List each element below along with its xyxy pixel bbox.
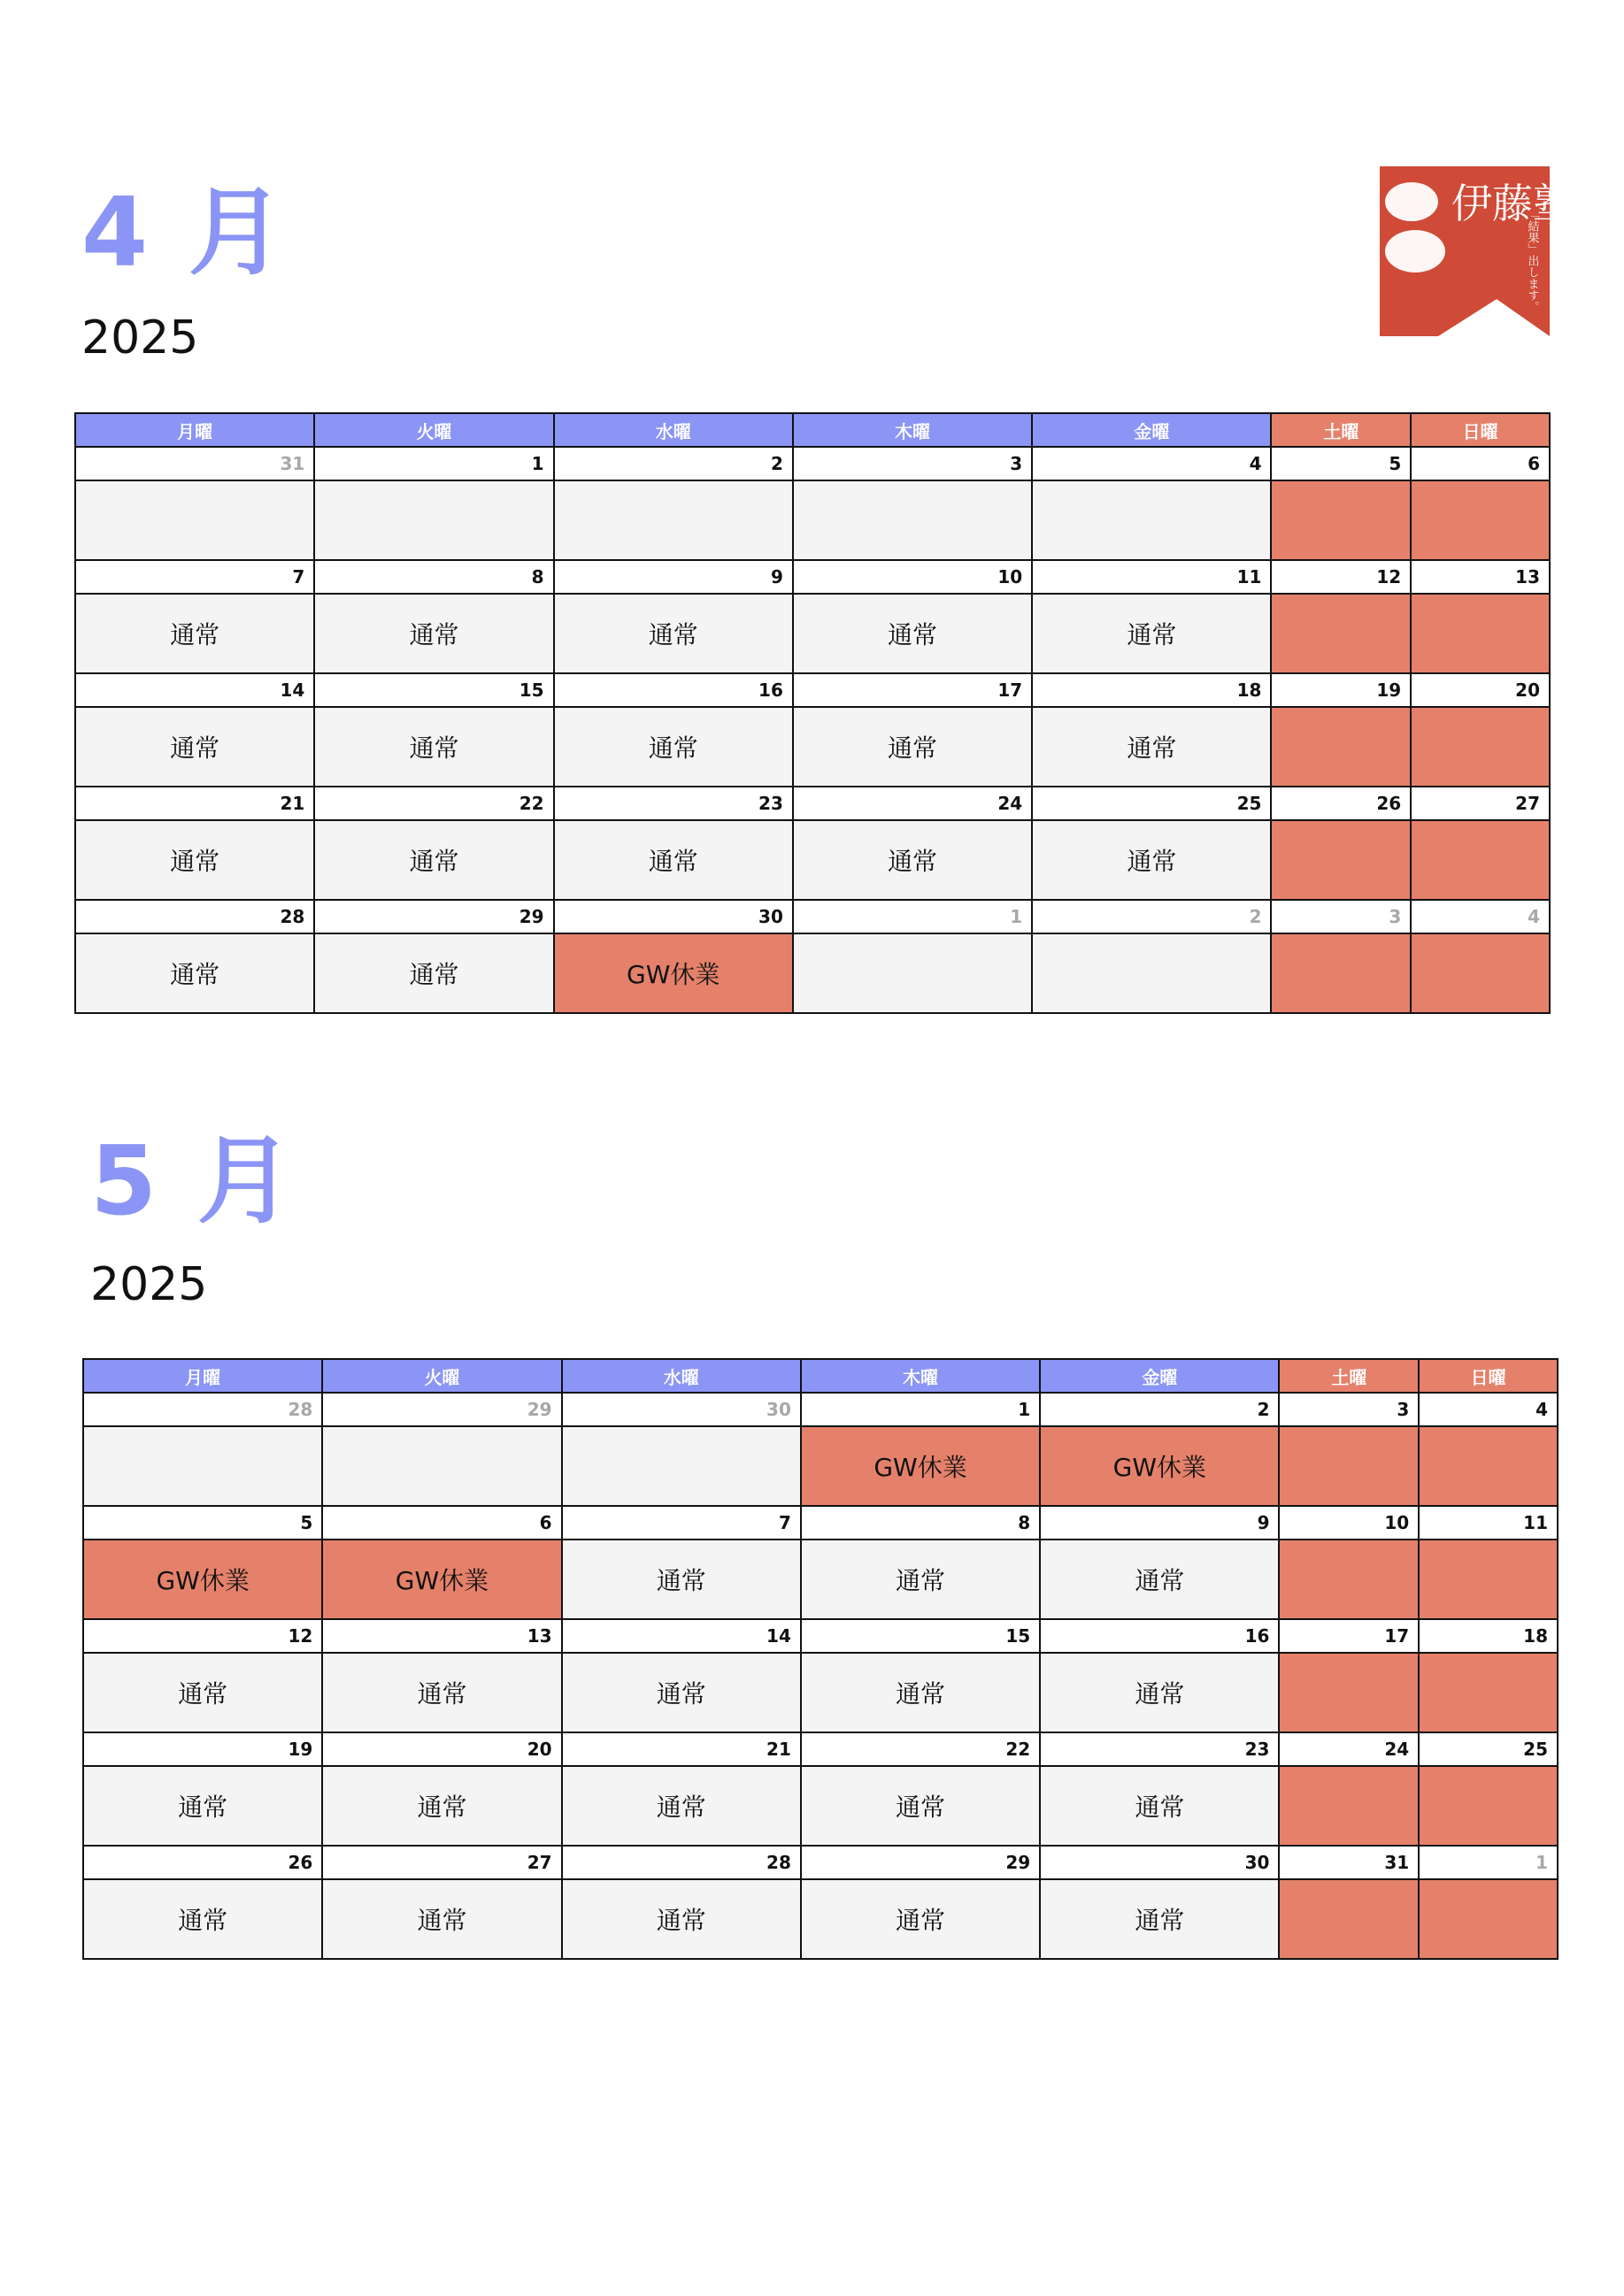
day-cell-holiday <box>1419 1653 1558 1732</box>
date-number: 3 <box>1279 1393 1419 1426</box>
weekday-header: 木曜 <box>801 1359 1040 1393</box>
day-status-row <box>83 1766 1558 1846</box>
day-cell-holiday: GW休業 <box>83 1540 322 1619</box>
day-cell-holiday <box>1411 820 1550 900</box>
day-cell <box>75 480 314 560</box>
day-cell-holiday <box>1411 707 1550 787</box>
day-cell: 通常 <box>314 933 553 1013</box>
day-cell <box>793 480 1032 560</box>
day-cell: 通常 <box>314 820 553 900</box>
day-cell: 通常 <box>83 1766 322 1846</box>
day-status-row <box>83 1653 1558 1732</box>
weekday-header: 土曜 <box>1279 1359 1419 1393</box>
weekday-header: 月曜 <box>75 413 314 447</box>
weekday-header-row <box>75 413 1550 447</box>
date-number: 1 <box>1419 1846 1558 1879</box>
date-number: 14 <box>75 673 314 707</box>
weekday-header: 火曜 <box>322 1359 561 1393</box>
weekday-header: 金曜 <box>1040 1359 1279 1393</box>
day-cell: 通常 <box>83 1879 322 1959</box>
day-cell: 通常 <box>322 1879 561 1959</box>
calendar-april <box>74 412 1551 1014</box>
date-number: 16 <box>1040 1619 1279 1653</box>
date-number: 31 <box>1279 1846 1419 1879</box>
date-number: 23 <box>1040 1732 1279 1766</box>
day-cell-holiday <box>1411 933 1550 1013</box>
day-cell-holiday <box>1411 480 1550 560</box>
day-cell-holiday <box>1279 1879 1419 1959</box>
day-status-row <box>83 1879 1558 1959</box>
day-status-row <box>75 594 1550 673</box>
date-number: 4 <box>1419 1393 1558 1426</box>
year-label: 2025 <box>90 1258 208 1311</box>
date-number-row <box>75 560 1550 594</box>
date-number-row <box>83 1393 1558 1426</box>
logo-char-1: 伊藤塾 <box>1451 180 1574 227</box>
date-number: 30 <box>562 1393 801 1426</box>
date-number: 14 <box>562 1619 801 1653</box>
day-cell <box>83 1426 322 1506</box>
day-cell: 通常 <box>562 1879 801 1959</box>
date-number-row <box>83 1619 1558 1653</box>
day-cell: 通常 <box>75 594 314 673</box>
day-cell: 通常 <box>554 594 793 673</box>
date-number: 25 <box>1032 787 1271 820</box>
day-cell: 通常 <box>1032 820 1271 900</box>
day-cell: 通常 <box>554 707 793 787</box>
day-cell: 通常 <box>562 1540 801 1619</box>
day-cell: 通常 <box>1032 707 1271 787</box>
weekday-header: 日曜 <box>1419 1359 1558 1393</box>
day-cell: 通常 <box>322 1653 561 1732</box>
day-cell-holiday <box>1411 594 1550 673</box>
weekday-header: 金曜 <box>1032 413 1271 447</box>
date-number: 9 <box>554 560 793 594</box>
date-number: 24 <box>1279 1732 1419 1766</box>
day-cell-holiday: GW休業 <box>554 933 793 1013</box>
day-cell: 通常 <box>801 1879 1040 1959</box>
date-number: 24 <box>793 787 1032 820</box>
date-number: 20 <box>1411 673 1550 707</box>
weekday-header: 土曜 <box>1271 413 1411 447</box>
day-cell: 通常 <box>1040 1766 1279 1846</box>
day-status-row <box>83 1540 1558 1619</box>
day-cell-holiday <box>1279 1766 1419 1846</box>
day-cell <box>314 480 553 560</box>
day-cell: 通常 <box>793 820 1032 900</box>
date-number: 31 <box>75 447 314 480</box>
date-number: 13 <box>1411 560 1550 594</box>
day-cell: 通常 <box>1032 594 1271 673</box>
day-status-row <box>83 1426 1558 1506</box>
date-number: 29 <box>801 1846 1040 1879</box>
date-number: 8 <box>801 1506 1040 1540</box>
date-number: 2 <box>554 447 793 480</box>
calendar-may <box>82 1358 1559 1960</box>
day-cell-holiday <box>1419 1426 1558 1506</box>
date-number: 7 <box>562 1506 801 1540</box>
date-number: 5 <box>1271 447 1411 480</box>
date-number: 15 <box>314 673 553 707</box>
date-number: 3 <box>1271 900 1411 933</box>
day-cell-holiday: GW休業 <box>801 1426 1040 1506</box>
date-number: 9 <box>1040 1506 1279 1540</box>
day-cell: 通常 <box>793 594 1032 673</box>
year-label: 2025 <box>81 311 199 365</box>
date-number: 12 <box>1271 560 1411 594</box>
day-cell-holiday <box>1279 1540 1419 1619</box>
day-status-row <box>75 820 1550 900</box>
date-number: 30 <box>554 900 793 933</box>
day-cell: 通常 <box>562 1653 801 1732</box>
date-number-row <box>75 900 1550 933</box>
date-number: 21 <box>562 1732 801 1766</box>
day-cell: 通常 <box>75 820 314 900</box>
weekday-header: 月曜 <box>83 1359 322 1393</box>
date-number: 11 <box>1032 560 1271 594</box>
month-title: 4 月 <box>81 178 288 288</box>
day-cell: 通常 <box>75 707 314 787</box>
date-number-row <box>83 1732 1558 1766</box>
day-cell-holiday <box>1279 1653 1419 1732</box>
date-number: 27 <box>322 1846 561 1879</box>
date-number: 23 <box>554 787 793 820</box>
date-number: 27 <box>1411 787 1550 820</box>
day-cell-holiday: GW休業 <box>322 1540 561 1619</box>
date-number: 4 <box>1032 447 1271 480</box>
day-cell: 通常 <box>562 1766 801 1846</box>
day-cell-holiday <box>1271 480 1411 560</box>
date-number: 17 <box>793 673 1032 707</box>
day-cell: 通常 <box>801 1766 1040 1846</box>
date-number: 1 <box>801 1393 1040 1426</box>
date-number: 8 <box>314 560 553 594</box>
month-title: 5 月 <box>90 1126 296 1237</box>
logo-tagline: 「結果」出します。 <box>1525 209 1539 312</box>
date-number: 16 <box>554 673 793 707</box>
weekday-header: 日曜 <box>1411 413 1550 447</box>
date-number: 22 <box>801 1732 1040 1766</box>
date-number: 3 <box>793 447 1032 480</box>
date-number: 2 <box>1040 1393 1279 1426</box>
date-number: 28 <box>562 1846 801 1879</box>
day-cell: 通常 <box>793 707 1032 787</box>
date-number-row <box>75 447 1550 480</box>
day-cell: 通常 <box>1040 1540 1279 1619</box>
day-cell <box>554 480 793 560</box>
date-number: 17 <box>1279 1619 1419 1653</box>
day-cell <box>793 933 1032 1013</box>
day-cell: 通常 <box>554 820 793 900</box>
date-number: 20 <box>322 1732 561 1766</box>
weekday-header-row <box>83 1359 1558 1393</box>
day-status-row <box>75 480 1550 560</box>
date-number: 19 <box>83 1732 322 1766</box>
day-cell <box>1032 933 1271 1013</box>
day-cell-holiday <box>1419 1540 1558 1619</box>
date-number-row <box>75 787 1550 820</box>
day-cell: 通常 <box>801 1653 1040 1732</box>
date-number: 12 <box>83 1619 322 1653</box>
day-cell-holiday <box>1279 1426 1419 1506</box>
weekday-header: 火曜 <box>314 413 553 447</box>
date-number: 10 <box>793 560 1032 594</box>
date-number: 11 <box>1419 1506 1558 1540</box>
day-cell: 通常 <box>1040 1653 1279 1732</box>
date-number: 1 <box>793 900 1032 933</box>
day-cell <box>562 1426 801 1506</box>
day-cell <box>1032 480 1271 560</box>
date-number: 13 <box>322 1619 561 1653</box>
ito-juku-logo <box>1380 166 1574 336</box>
date-number-row <box>83 1846 1558 1879</box>
date-number: 6 <box>1411 447 1550 480</box>
date-number: 25 <box>1419 1732 1558 1766</box>
day-cell-holiday <box>1271 594 1411 673</box>
date-number: 28 <box>83 1393 322 1426</box>
day-cell: 通常 <box>322 1766 561 1846</box>
date-number: 30 <box>1040 1846 1279 1879</box>
day-cell: 通常 <box>83 1653 322 1732</box>
date-number: 26 <box>83 1846 322 1879</box>
date-number: 29 <box>322 1393 561 1426</box>
day-status-row <box>75 707 1550 787</box>
day-cell: 通常 <box>75 933 314 1013</box>
day-status-row <box>75 933 1550 1013</box>
date-number: 7 <box>75 560 314 594</box>
date-number-row <box>83 1506 1558 1540</box>
date-number: 1 <box>314 447 553 480</box>
date-number: 18 <box>1032 673 1271 707</box>
date-number: 4 <box>1411 900 1550 933</box>
date-number: 10 <box>1279 1506 1419 1540</box>
day-cell-holiday <box>1271 933 1411 1013</box>
date-number: 29 <box>314 900 553 933</box>
date-number: 18 <box>1419 1619 1558 1653</box>
date-number: 22 <box>314 787 553 820</box>
date-number: 28 <box>75 900 314 933</box>
date-number: 15 <box>801 1619 1040 1653</box>
day-cell-holiday <box>1271 707 1411 787</box>
date-number: 21 <box>75 787 314 820</box>
date-number: 6 <box>322 1506 561 1540</box>
weekday-header: 水曜 <box>562 1359 801 1393</box>
date-number: 2 <box>1032 900 1271 933</box>
date-number: 5 <box>83 1506 322 1540</box>
date-number: 19 <box>1271 673 1411 707</box>
day-cell-holiday <box>1419 1766 1558 1846</box>
weekday-header: 水曜 <box>554 413 793 447</box>
day-cell: 通常 <box>801 1540 1040 1619</box>
day-cell: 通常 <box>314 594 553 673</box>
day-cell-holiday: GW休業 <box>1040 1426 1279 1506</box>
day-cell-holiday <box>1419 1879 1558 1959</box>
weekday-header: 木曜 <box>793 413 1032 447</box>
day-cell: 通常 <box>1040 1879 1279 1959</box>
day-cell-holiday <box>1271 820 1411 900</box>
date-number: 26 <box>1271 787 1411 820</box>
day-cell <box>322 1426 561 1506</box>
date-number-row <box>75 673 1550 707</box>
day-cell: 通常 <box>314 707 553 787</box>
